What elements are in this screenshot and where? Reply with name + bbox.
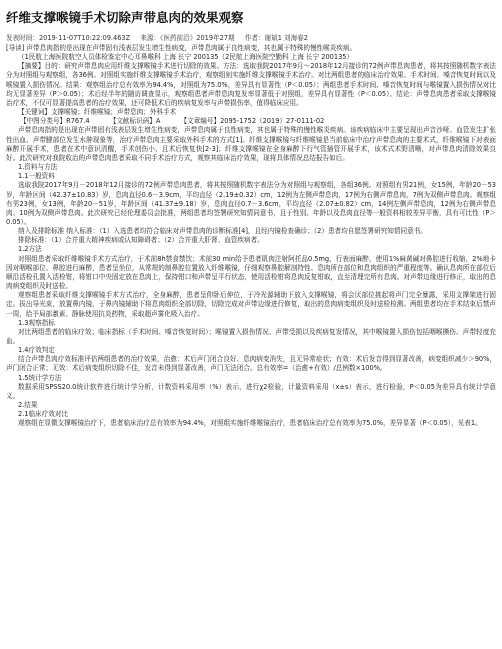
article-number: 【文章编号】2095-1752（2019）27-0111-02: [180, 117, 325, 126]
body-paragraph: 选取我院2017年9月－2018年12月接诊的72例声带息肉患者，将其按照随机数字表法分为对照组与观察组，各组36例。对照组有男21例，女15例，年龄20－53岁，年龄区间（42.37±10.83）岁，息肉直径0.6－3.9cm，平均直径（2.19±0.32）cm，12例为左侧声带息肉，17例为右侧声带息肉，7例为双侧声带息肉。观察组有男23例，女13例，年龄20－51岁，年龄区间（41.37±9.18）岁，息肉直径0.7－3.6cm，平均直径（2.07±0.82）cm，14例左侧声带息肉，12例为右侧声带息肉、10例为双侧声带息肉。此次研究已经伦理委员会批准，两组患者均签署研究知情同意书，且于性别、年龄以及息肉直径等一般资料相较差异平衡，具有可比性（P＞0.05）。: [6, 181, 496, 226]
article-meta: [6, 34, 496, 43]
guide-text: [导读] 声带息肉指的是出现在声带固有浅表层发生增生性病变，声带息肉属于良性病变，其也属于特殊的慢性喉炎疾病。: [6, 44, 357, 52]
subsection-heading: 2.1临床疗效对比: [18, 410, 69, 419]
affiliation: （1民航上海医院航空人员体检鉴定中心耳鼻喉科 上海 长宁 200135（2民航上海医院空勤科 上海 长宁 200135）: [18, 53, 354, 62]
abstract: 【摘要】目的：研究声带息肉应用纤维支撑喉镜手术进行切除的效果。方法：选取我院2017年9月～2018年12月接诊的72例声带息肉患者，将其按照随机数字表法分为对照组与观察组，各36例。对照组实施纤维支撑喉镜手术治疗，观察组则实施纤维支撑喉镜手术治疗。对比两组患者的临床治疗效果、手术时间、嗓音恢复时间以及喉镜置入损伤情况。结果：观察组治疗总有效率为94.4%，对照组为75.0%，差异具有显著性（P＜0.05）；两组患者手术时间、嗓音恢复时间与喉镜置入损伤情况对比均无显著差异（P＞0.05）；术后经半年的随访调查显示，观察组患者声带息肉复发率显著低于对照组，差异具有显著性（P＜0.05）。结论：声带息肉患者采取支撑喉镜治疗术，不仅可显著提高患者的治疗效果，还可降低术后的疾病复发率与声带损伤率，值得临床应用。: [6, 62, 496, 107]
section-heading: 2.结果: [18, 401, 38, 410]
body-paragraph: 纳入及排除标准 纳入标准：（1）入选患者均符合临床对声带息肉的诊断标准[4]，且经内镜检查确诊；（2）患者均自愿签署研究知情同意书。: [18, 227, 427, 236]
subsection-heading: 1.3观察指标: [18, 318, 55, 327]
article-body: [6, 126, 496, 428]
keywords: 【关键词】支撑喉镜；纤维喉镜；声带息肉；外科手术: [18, 108, 177, 117]
source-journal: 来源：《医药前沿》2019年27期: [140, 34, 235, 42]
subsection-heading: 1.5统计学方法: [18, 373, 62, 382]
body-paragraph: 对照组患者采取纤维喉镜手术方式治疗，于术前8h禁食禁饮；术前30 min给予患者肌肉注射阿托品0.5mg，行表面麻醉，使用1%麻黄碱对鼻腔进行收缩，2%地卡因对咽喉部位、鼻腔进行麻醉，患者呈坐位，从常规的制鼻腔位置放入纤维喉镜，仔细观察鼻腔解剖特性、息肉所在部位和息肉组织的严重程度等。确认息肉所在部位后顺沿活检孔置入活检钳，将钳口中央固定放在息肉上，保持钳口和声带呈平行状态，使用活检钳将息肉反复钳取，直至清理完所有息肉。对声带边缘进行修正，取出的息肉病变组织及时送检。: [6, 254, 496, 291]
body-paragraph: 结合声带息肉疗效标准评估两组患者的治疗效果，治愈：术后声门闭合良好、息肉病变消失，且无异常症状；有效：术后发音得到显著改善，病变组织减少＞90%，声门闭合正常；无效：术后病变组织切除不佳，发音未得到显著改善，声门无法闭合。总有效率=（治愈+有效）/总例数×100%。: [6, 355, 496, 373]
subsection-heading: 1.4疗效判定: [18, 346, 55, 355]
publish-time: 发表时间：2019-11-07T10:22:09.463Z: [6, 34, 131, 42]
authors: 作者：谢斌1 刘海春2: [244, 34, 309, 42]
body-paragraph: 观察组在显微支撑喉镜治疗下，患者临床治疗总有效率为94.4%，对照组实施纤维喉镜治疗，患者临床治疗总有效率为75.0%，差异显著（P＜0.05），见表1。: [18, 419, 482, 428]
document-code: 【文献标识码】A: [109, 117, 161, 126]
subsection-heading: 1.2方法: [18, 245, 42, 254]
body-paragraph: 数据采用SPSS20.0统计软件进行统计学分析，计数资料采用率（%）表示，进行χ2检验，计量资料采用（x±s）表示，进行检验，P＜0.05为差异具有统计学意义。: [6, 382, 496, 400]
clc-number: 【中图分类号】R767.4: [20, 117, 90, 126]
body-paragraph: 对比两组患者的临床疗效；临床指标（手术时间、嗓音恢复时间）；喉镜置入损伤情况、声带受损以及疾病复发情况，其中喉镜置入损伤包括咽喉撕伤、声带轻度充血。: [6, 327, 496, 345]
body-paragraph: 排除标准：（1）合并重大精神疾病或认知障碍者；（2）合并重大肝肾、血管疾病者。: [18, 236, 264, 245]
body-paragraph: 观察组患者采取纤维支撑喉镜手术方式治疗，全身麻醉，患者呈仰卧后伸位，于冷光源辅助下放入支撑喉镜，将会厌部位挑起将声门完全暴露，采用支撑架进行固定。拔出导光束，放置鼻内镜，于鼻内镜辅助下将息肉组织全部切除，切除完成对声带边缘进行修复，取出的息肉病变组织及时送检检测。两组患者均在手术结束后禁声一周，给予局部激素、静脉使用抗炎药物，采取超声雾化吸入治疗。: [6, 291, 496, 318]
body-paragraph: 声带息肉指的是出现在声带固有浅表层发生增生性病变，声带息肉属于良性病变，其也属于特殊的慢性喉炎疾病。该疾病临床中主要呈现出声音沙哑、血管发生扩张性出血、声带腱部位发生水肿现象等，治疗声带息肉主要采取外科手术的方式[1]。纤维支撑喉镜与纤维喉镜是当前临床中治疗声带息肉的主要术式，纤维喉镜下对表面麻醉开展手术，患者在术中意识清醒，手术创伤小、且术后恢复快[2-3]；纤维支撑喉镜在全身麻醉下行气管插管开展手术，该术式术野清晰，对声带息肉清除效果良好。此次研究对我院收治的声带息肉患者采取不同手术治疗方式，观察其临床治疗效果，现将具体情况总结报告如后。: [6, 126, 496, 162]
article-title: 纤维支撑喉镜手术切除声带息肉的效果观察: [6, 10, 244, 25]
section-heading: 1.资料与方法: [18, 163, 58, 172]
subsection-heading: 1.1一般资料: [18, 172, 55, 181]
